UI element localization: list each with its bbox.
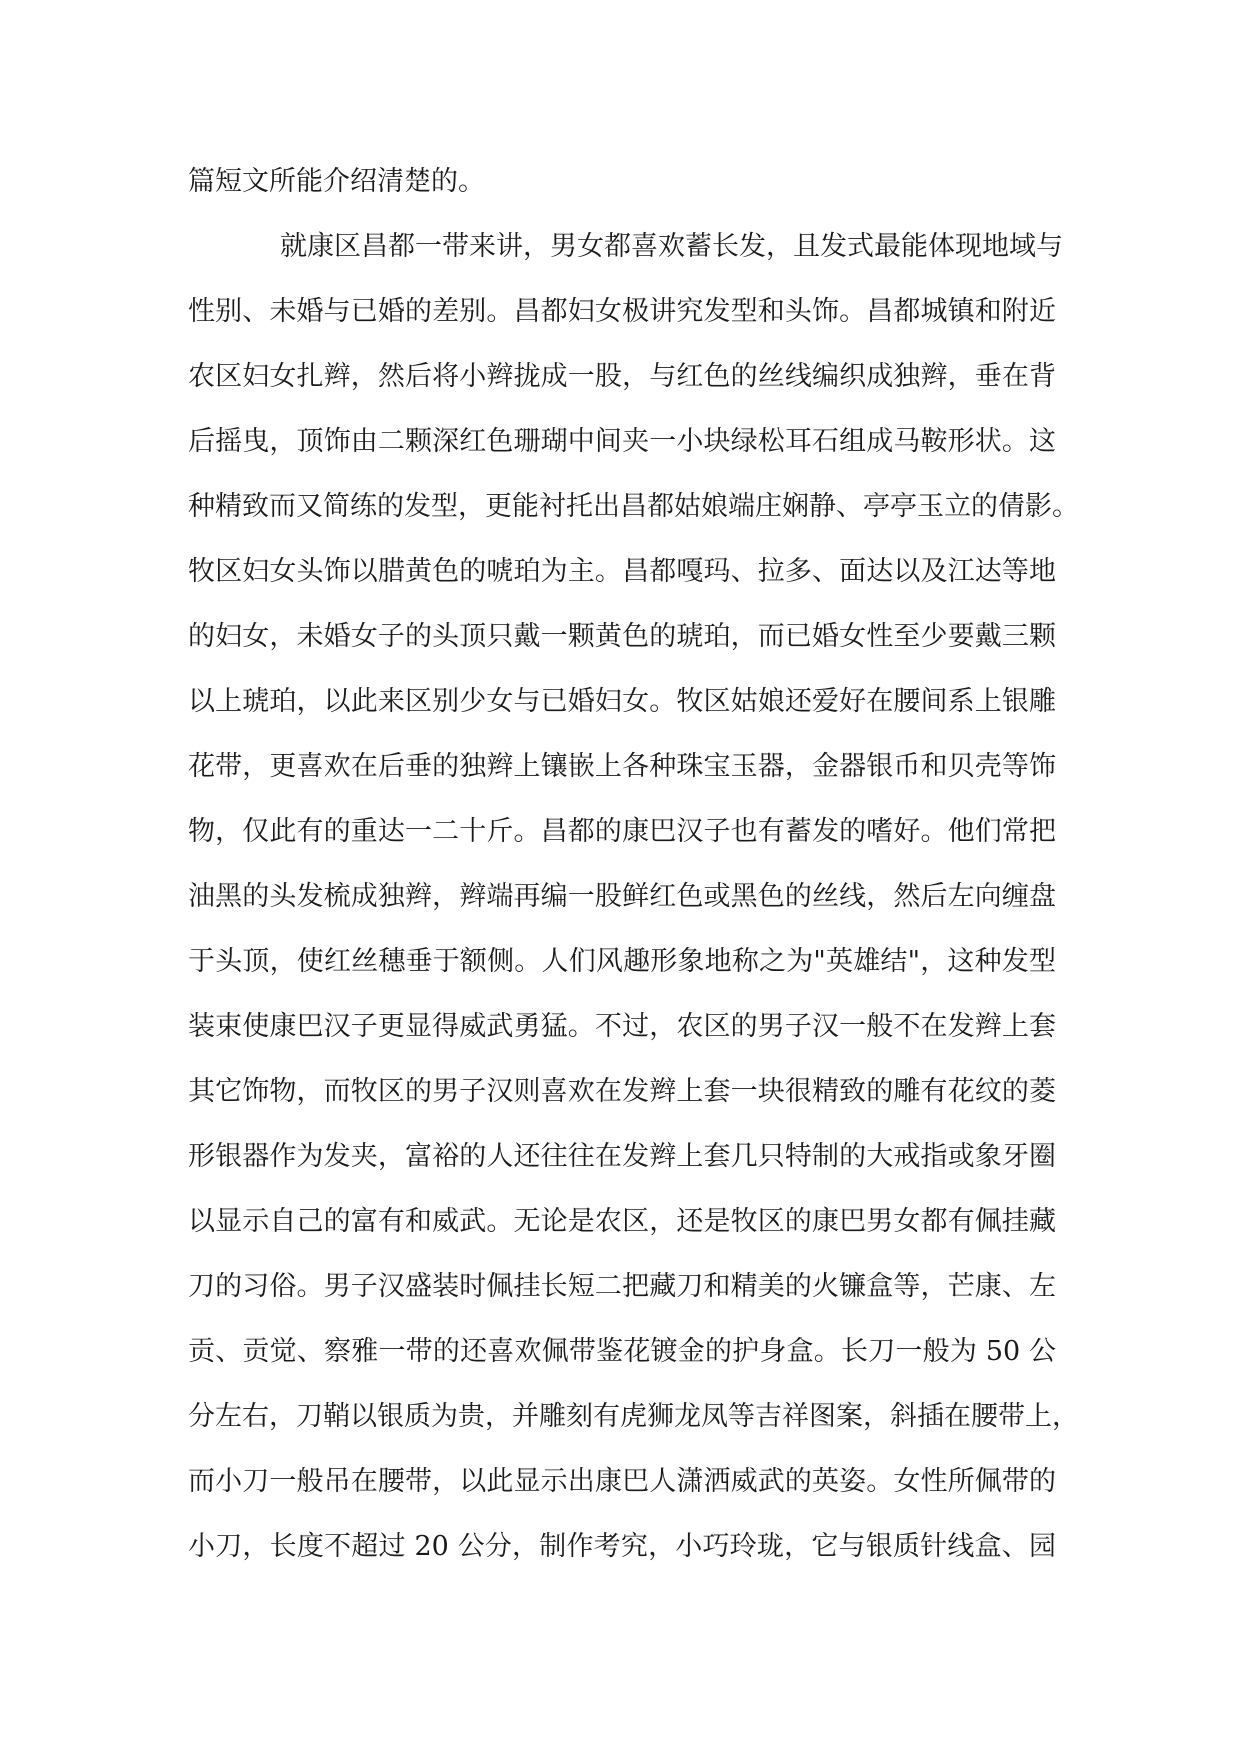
paragraph-first-line: 就康区昌都一带来讲，男女都喜欢蓄长发，且发式最能体现地域与 [280, 231, 1063, 262]
text-line: 分左右，刀鞘以银质为贵，并雕刻有虎狮龙凤等吉祥图案，斜插在腰带上， [188, 1401, 1079, 1432]
text-line: 装束使康巴汉子更显得威武勇猛。不过，农区的男子汉一般不在发辫上套 [188, 1011, 1056, 1042]
text-line: 的妇女，未婚女子的头顶只戴一颗黄色的琥珀，而已婚女性至少要戴三颗 [188, 621, 1056, 652]
body-text [188, 158, 1079, 1588]
text-line: 物，仅此有的重达一二十斤。昌都的康巴汉子也有蓄发的嗜好。他们常把 [188, 816, 1056, 847]
text-line: 小刀，长度不超过 20 公分，制作考究，小巧玲珑，它与银质针线盒、园 [188, 1531, 1056, 1562]
text-line: 形银器作为发夹，富裕的人还往往在发辫上套几只特制的大戒指或象牙圈 [188, 1141, 1056, 1172]
text-line: 性别、未婚与已婚的差别。昌都妇女极讲究发型和头饰。昌都城镇和附近 [188, 296, 1056, 327]
text-line: 其它饰物，而牧区的男子汉则喜欢在发辫上套一块很精致的雕有花纹的菱 [188, 1076, 1056, 1107]
text-line: 油黑的头发梳成独辫，辫端再编一股鲜红色或黑色的丝线，然后左向缠盘 [188, 881, 1056, 912]
text-line: 牧区妇女头饰以腊黄色的唬珀为主。昌都嘎玛、拉多、面达以及江达等地 [188, 556, 1056, 587]
text-line: 以显示自己的富有和威武。无论是农区，还是牧区的康巴男女都有佩挂藏 [188, 1206, 1056, 1237]
text-line: 后摇曳，顶饰由二颗深红色珊瑚中间夹一小块绿松耳石组成马鞍形状。这 [188, 426, 1056, 457]
text-line: 贡、贡觉、察雅一带的还喜欢佩带鉴花镀金的护身盒。长刀一般为 50 公 [188, 1336, 1056, 1367]
text-line: 于头顶，使红丝穗垂于额侧。人们风趣形象地称之为"英雄结"，这种发型 [188, 946, 1056, 977]
text-line: 农区妇女扎辫，然后将小辫拢成一股，与红色的丝线编织成独辫，垂在背 [188, 361, 1056, 392]
text-line: 篇短文所能介绍清楚的。 [188, 166, 485, 197]
text-line: 以上琥珀，以此来区别少女与已婚妇女。牧区姑娘还爱好在腰间系上银雕 [188, 686, 1056, 717]
text-line: 花带，更喜欢在后垂的独辫上镶嵌上各种珠宝玉器，金器银币和贝壳等饰 [188, 751, 1056, 782]
text-line: 而小刀一般吊在腰带，以此显示出康巴人潇洒威武的英姿。女性所佩带的 [188, 1466, 1056, 1497]
text-line: 种精致而又简练的发型，更能衬托出昌都姑娘端庄娴静、亭亭玉立的倩影。 [188, 491, 1079, 522]
text-line: 刀的习俗。男子汉盛装时佩挂长短二把藏刀和精美的火镰盒等，芒康、左 [188, 1271, 1056, 1302]
